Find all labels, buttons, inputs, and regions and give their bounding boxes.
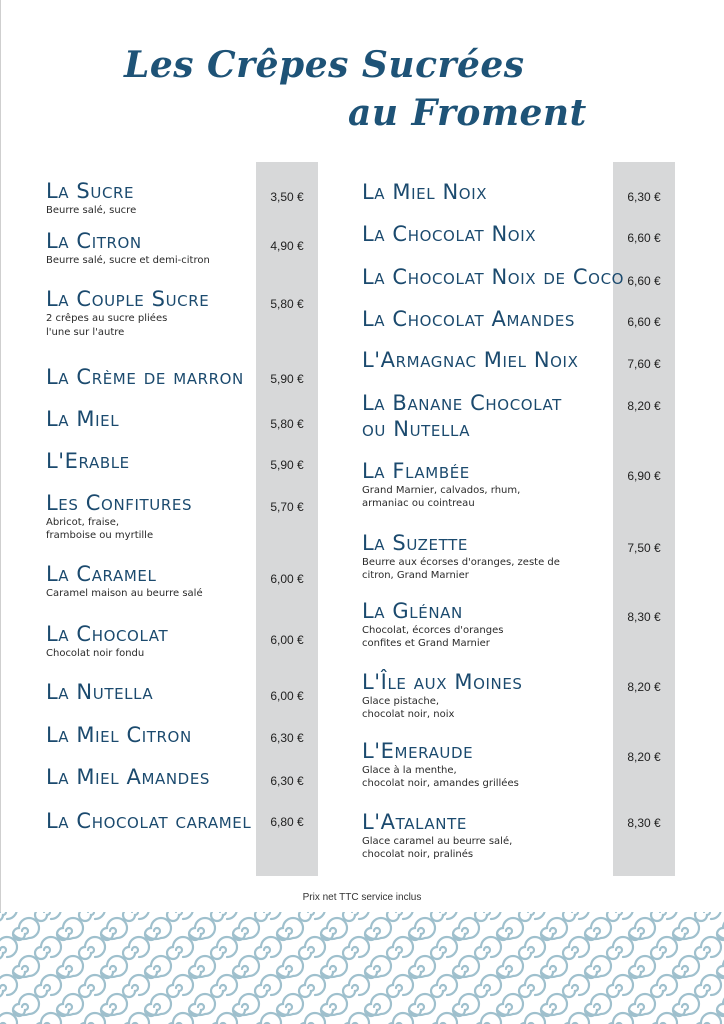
menu-item (46, 722, 192, 748)
item-price: 7,60 € (627, 357, 661, 371)
item-price: 6,60 € (627, 315, 661, 329)
item-price: 8,20 € (627, 750, 661, 764)
item-price: 6,30 € (627, 190, 661, 204)
item-description: chocolat noir, pralinés (362, 849, 474, 860)
item-name: L'Atalante (362, 810, 467, 834)
item-name: La Chocolat caramel (46, 809, 252, 833)
item-price: 8,30 € (627, 816, 661, 830)
item-price: 7,50 € (627, 541, 661, 555)
price-column-left (256, 162, 318, 876)
menu-item (362, 738, 519, 790)
item-description: Grand Marnier, calvados, rhum, (362, 485, 521, 496)
item-description: chocolat noir, amandes grillées (362, 778, 519, 789)
item-price: 6,90 € (627, 469, 661, 483)
item-name: La Citron (46, 229, 142, 253)
item-name: La Sucre (46, 179, 135, 203)
item-name: L'Emeraude (362, 739, 474, 763)
page-edge-rule (0, 0, 1, 1024)
item-name: La Miel Citron (46, 723, 192, 747)
menu-item (362, 669, 523, 721)
menu-item (46, 490, 192, 542)
item-price: 4,90 € (270, 239, 304, 253)
item-name: La Chocolat (46, 622, 169, 646)
item-price: 6,00 € (270, 633, 304, 647)
menu-item (46, 764, 210, 790)
item-price: 6,80 € (270, 815, 304, 829)
item-name: La Suzette (362, 531, 468, 555)
item-price: 3,50 € (270, 190, 304, 204)
item-description: Glace caramel au beurre salé, (362, 836, 513, 847)
item-description: Glace pistache, (362, 696, 440, 707)
item-price: 5,80 € (270, 297, 304, 311)
item-price: 8,30 € (627, 610, 661, 624)
page-title-line-2: au Froment (348, 92, 587, 134)
price-note: Prix net TTC service inclus (302, 892, 422, 903)
item-description: Beurre salé, sucre et demi-citron (46, 255, 210, 266)
item-price: 6,60 € (627, 274, 661, 288)
menu-item (46, 178, 136, 217)
item-description: armaniac ou cointreau (362, 498, 475, 509)
item-name: La Caramel (46, 562, 157, 586)
item-name: La Glénan (362, 599, 463, 623)
item-description: 2 crêpes au sucre pliées (46, 313, 168, 324)
item-price: 5,90 € (270, 458, 304, 472)
item-name: La Nutella (46, 680, 154, 704)
item-name: La Miel Noix (362, 180, 488, 204)
item-price: 6,00 € (270, 689, 304, 703)
menu-item (46, 679, 153, 705)
menu-item (362, 458, 520, 510)
item-name: L'Erable (46, 449, 130, 473)
page-title-line-1: Les Crêpes Sucrées (124, 44, 525, 86)
spiral-wave-pattern-icon (0, 912, 724, 1024)
menu-item (362, 598, 503, 650)
menu-item (46, 364, 244, 390)
menu-item (362, 347, 578, 373)
item-price: 6,60 € (627, 231, 661, 245)
item-price: 8,20 € (627, 399, 661, 413)
item-description: Abricot, fraise, (46, 517, 120, 528)
menu-item (46, 286, 209, 339)
item-description: chocolat noir, noix (362, 709, 455, 720)
menu-item (46, 621, 168, 660)
item-name: L'Armagnac Miel Noix (362, 348, 579, 372)
item-description: l'une sur l'autre (46, 327, 125, 338)
menu-item (46, 228, 210, 267)
item-description: Glace à la menthe, (362, 765, 457, 776)
item-price: 6,00 € (270, 572, 304, 586)
menu-item (362, 306, 575, 332)
item-name: La Miel (46, 407, 120, 431)
menu-item (362, 809, 512, 861)
item-description: Caramel maison au beurre salé (46, 588, 203, 599)
item-price: 5,90 € (270, 372, 304, 386)
item-description: citron, Grand Marnier (362, 570, 469, 581)
item-name: L'Île aux Moines (362, 670, 523, 694)
menu-item (46, 808, 251, 834)
menu-item (362, 264, 624, 290)
item-description: Chocolat, écorces d'oranges (362, 625, 504, 636)
item-description: confites et Grand Marnier (362, 638, 490, 649)
item-name: La Flambée (362, 459, 470, 483)
item-description: Beurre salé, sucre (46, 205, 137, 216)
item-price: 6,30 € (270, 731, 304, 745)
menu-item (362, 179, 487, 205)
item-description: framboise ou myrtille (46, 530, 154, 541)
item-name: Les Confitures (46, 491, 193, 515)
item-name: La Chocolat Noix de Coco (362, 265, 625, 289)
menu-item (362, 530, 560, 582)
item-name: La Miel Amandes (46, 765, 211, 789)
item-name: La Chocolat Noix (362, 222, 537, 246)
item-price: 6,30 € (270, 774, 304, 788)
menu-item (46, 448, 130, 474)
item-description: Beurre aux écorses d'oranges, zeste de (362, 557, 560, 568)
item-name: La Banane Chocolat (362, 391, 562, 415)
item-price: 8,20 € (627, 680, 661, 694)
menu-item (46, 561, 203, 600)
item-name-line-2: ou Nutella (362, 417, 471, 441)
menu-item (362, 390, 562, 442)
item-name: La Couple Sucre (46, 287, 210, 311)
menu-item (362, 221, 536, 247)
menu-item (46, 406, 119, 432)
item-name: La Chocolat Amandes (362, 307, 576, 331)
item-price: 5,80 € (270, 417, 304, 431)
item-price: 5,70 € (270, 500, 304, 514)
item-description: Chocolat noir fondu (46, 648, 145, 659)
item-name: La Crème de marron (46, 365, 244, 389)
